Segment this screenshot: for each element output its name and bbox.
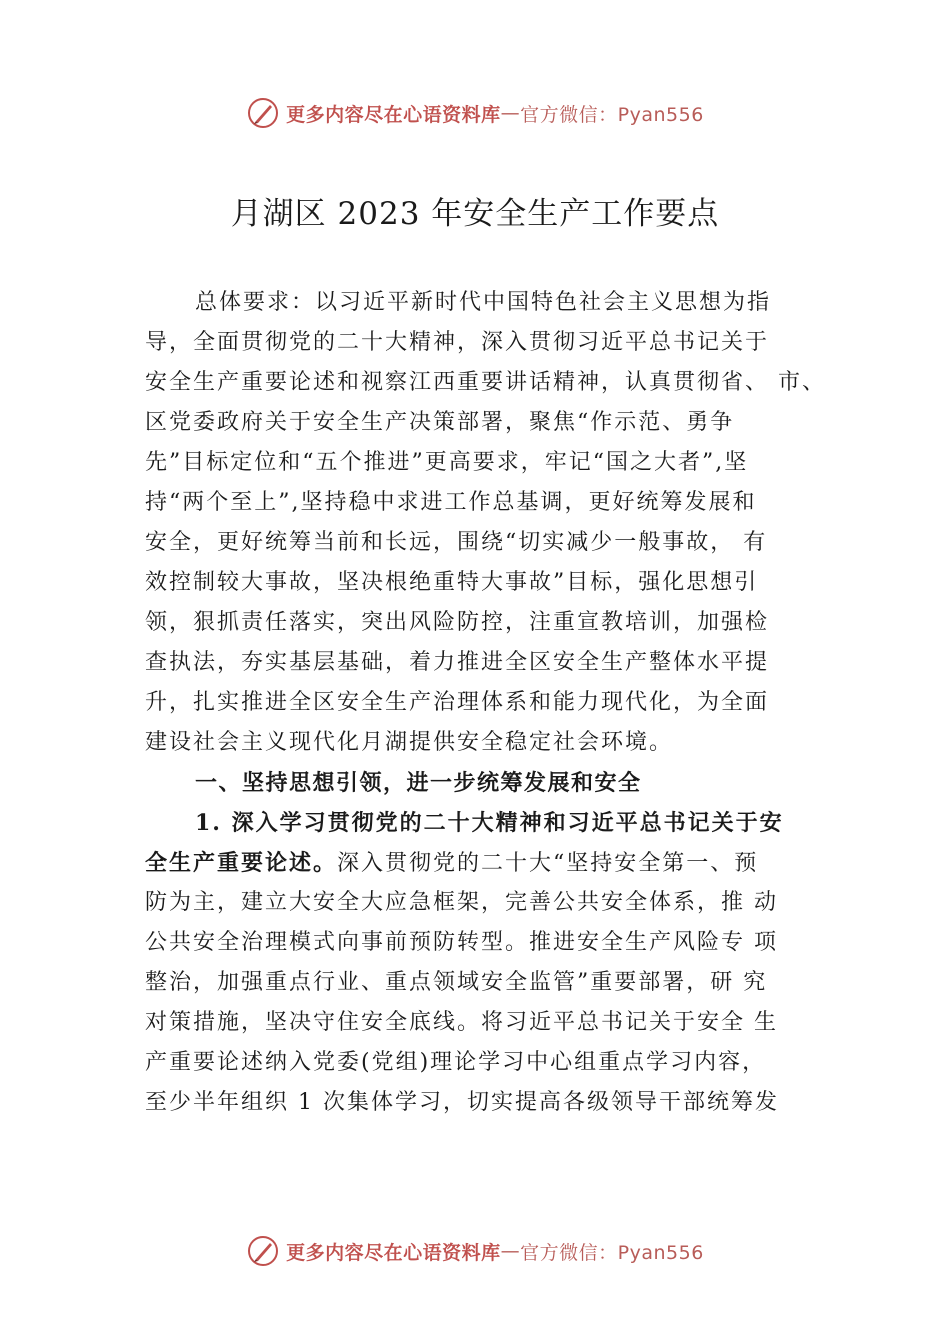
item-line: 整治，加强重点行业、重点领域安全监管”重要部署，研 究 <box>145 970 768 995</box>
watermark-dash: — <box>500 102 521 124</box>
item-text: 深入贯彻党的二十大“坚持安全第一、预 <box>337 851 759 876</box>
item-heading: 1. 深入学习贯彻党的二十大精神和习近平总书记关于安 <box>195 810 784 836</box>
item-line: 公共安全治理模式向事前预防转型。推进安全生产风险专 项 <box>145 930 778 955</box>
watermark-footer <box>0 1234 950 1268</box>
item-line: 防为主，建立大安全大应急框架，完善公共安全体系，推 动 <box>145 890 778 915</box>
document-title: 月湖区 2023 年安全生产工作要点 <box>230 196 720 232</box>
intro-line: 领，狠抓责任落实，突出风险防控，注重宣教培训，加强检 <box>145 610 770 635</box>
item-line: 对策措施，坚决守住安全底线。将习近平总书记关于安全 生 <box>145 1010 778 1035</box>
intro-line: 先”目标定位和“五个推进”更高要求，牢记“国之大者”,坚 <box>145 450 749 475</box>
watermark-contact: 官方微信：Pyan556 <box>520 103 704 126</box>
watermark-main-text: 更多内容尽在心语资料库 <box>286 1241 501 1264</box>
intro-line: 建设社会主义现代化月湖提供安全稳定社会环境。 <box>145 730 674 755</box>
intro-line: 持“两个至上”,坚持稳中求进工作总基调，更好统筹发展和 <box>145 490 757 515</box>
pen-logo-icon <box>246 96 280 130</box>
intro-line: 安全，更好统筹当前和长远，围绕“切实减少一般事故， 有 <box>145 530 768 555</box>
intro-line: 效控制较大事故，坚决根绝重特大事故”目标，强化思想引 <box>145 570 759 595</box>
item-line: 至少半年组织 1 次集体学习，切实提高各级领导干部统筹发 <box>145 1090 779 1115</box>
intro-line: 安全生产重要论述和视察江西重要讲话精神，认真贯彻省、 市、 <box>145 370 826 395</box>
watermark-header <box>0 96 950 130</box>
watermark-dash: — <box>500 1240 521 1262</box>
intro-line: 查执法，夯实基层基础，着力推进全区安全生产整体水平提 <box>145 650 770 675</box>
intro-line: 升，扎实推进全区安全生产治理体系和能力现代化，为全面 <box>145 690 770 715</box>
item-heading-cont: 全生产重要论述。 <box>145 850 338 876</box>
document-body <box>145 283 835 1123</box>
watermark-contact: 官方微信：Pyan556 <box>520 1241 704 1264</box>
intro-line: 总体要求：以习近平新时代中国特色社会主义思想为指 <box>195 290 772 315</box>
intro-line: 导，全面贯彻党的二十大精神，深入贯彻习近平总书记关于 <box>145 330 770 355</box>
item-line: 产重要论述纳入党委(党组)理论学习中心组重点学习内容， <box>145 1050 767 1075</box>
intro-line: 区党委政府关于安全生产决策部署，聚焦“作示范、勇争 <box>145 410 735 435</box>
watermark-main-text: 更多内容尽在心语资料库 <box>286 103 501 126</box>
section-heading: 一、坚持思想引领，进一步统筹发展和安全 <box>195 770 642 796</box>
item-line <box>145 843 835 883</box>
pen-logo-icon <box>246 1234 280 1268</box>
